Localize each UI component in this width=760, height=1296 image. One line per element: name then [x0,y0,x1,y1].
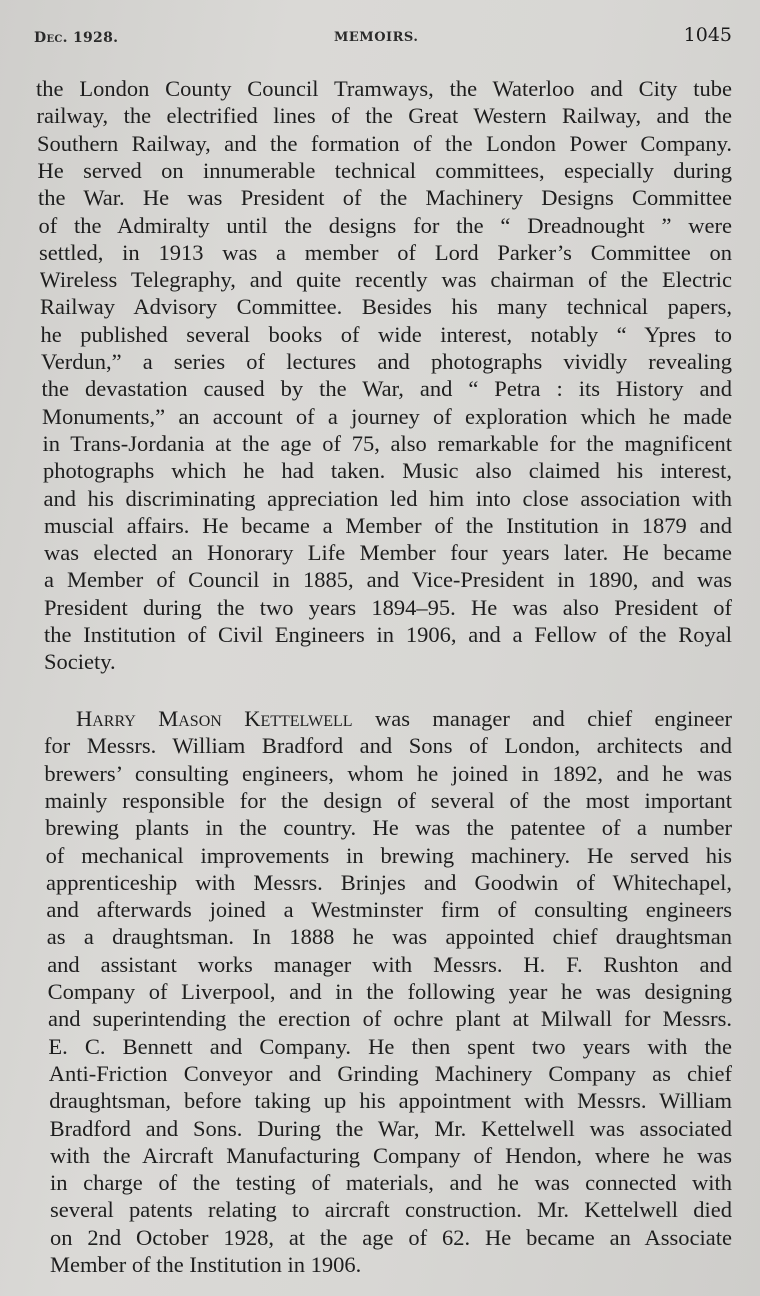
text-line: of mechanical improvements in brewing machinery. He served his [45,842,732,868]
text-line: Wireless Telegraphy, and quite recently was chairman of the Electric [39,267,732,293]
text-line: with the Aircraft Manufacturing Company of Hendon, where he was [50,1142,732,1168]
text-fragment: was manager and chief engineer [375,706,732,731]
text-line: Monuments,” an account of a journey of exploration which he made [42,403,732,429]
text-line: apprenticeship with Messrs. Brinjes and Goodwin of Whitechapel, [46,869,732,895]
text-line-first [76,706,732,732]
text-line: muscial affairs. He became a Member of the Institution in 1879 and [44,512,732,538]
text-line: and assistant works manager with Messrs. H. F. Rushton and [47,951,732,977]
text-line: Southern Railway, and the formation of the London Power Company. [37,130,732,156]
person-name: Harry Mason Kettelwell [76,706,353,731]
text-line: in Trans-Jordania at the age of 75, also remarkable for the magnificent [42,430,732,456]
text-line: Railway Advisory Committee. Besides his many technical papers, [40,294,732,320]
text-line: was elected an Honorary Life Member four years later. He became [44,540,732,566]
running-header [34,22,732,52]
text-line: Society. [44,649,116,675]
text-line: as a draughtsman. In 1888 he was appointed chief draughtsman [46,924,732,950]
text-line: E. C. Bennett and Company. He then spent two years with the [48,1033,732,1059]
text-line: the War. He was President of the Machinery Designs Committee [38,185,732,211]
text-line: settled, in 1913 was a member of Lord Parker’s Committee on [39,239,732,265]
text-line: the London County Council Tramways, the Waterloo and City tube [36,76,732,101]
text-line: draughtsman, before taking up his appointment with Messrs. William [49,1088,732,1114]
header-date: Dec. 1928. [34,30,119,46]
text-line: Verdun,” a series of lectures and photographs vividly revealing [41,349,732,374]
text-line: President during the two years 1894–95. He was also President of [44,594,732,620]
text-line: brewers’ consulting engineers, whom he joined in 1892, and he was [44,760,732,786]
page-number: 1045 [683,24,732,46]
text-line: several patents relating to aircraft construction. Mr. Kettelwell died [50,1197,732,1223]
text-line: and afterwards joined a Westminster firm of consulting engineers [46,897,732,923]
text-line: mainly responsible for the design of several of the most important [44,787,732,813]
text-line: of the Admiralty until the designs for the “ Dreadnought ” were [38,212,732,238]
header-section-title: MEMOIRS. [334,30,419,45]
text-line: brewing plants in the country. He was the patentee of a number [45,815,732,841]
text-line: Member of the Institution in 1906. [50,1252,362,1277]
text-line: the Institution of Civil Engineers in 1906, and a Fellow of the Royal [44,622,732,647]
text-line: the devastation caused by the War, and “ Petra : its History and [41,376,732,402]
text-line: railway, the electrified lines of the Great Western Railway, and the [36,103,732,129]
text-line: Anti-Friction Conveyor and Grinding Machinery Company as chief [48,1060,732,1086]
text-line: He served on innumerable technical committees, especially during [37,157,732,183]
text-line: on 2nd October 1928, at the age of 62. He became an Associate [50,1224,732,1250]
text-line: Bradford and Sons. During the War, Mr. Kettelwell was associated [49,1115,732,1141]
text-line: Company of Liverpool, and in the following year he was designing [47,979,732,1004]
text-line: and superintending the erection of ochre plant at Milwall for Messrs. [48,1006,732,1032]
text-line: for Messrs. William Bradford and Sons of London, architects and [44,733,732,759]
text-line: photographs which he had taken. Music also claimed his interest, [43,458,732,484]
text-line: he published several books of wide interest, notably “ Ypres to [40,321,732,347]
text-line: a Member of Council in 1885, and Vice-President in 1890, and was [44,567,732,593]
text-line: and his discriminating appreciation led him into close association with [43,485,732,511]
text-line: in charge of the testing of materials, and he was connected with [50,1170,732,1196]
